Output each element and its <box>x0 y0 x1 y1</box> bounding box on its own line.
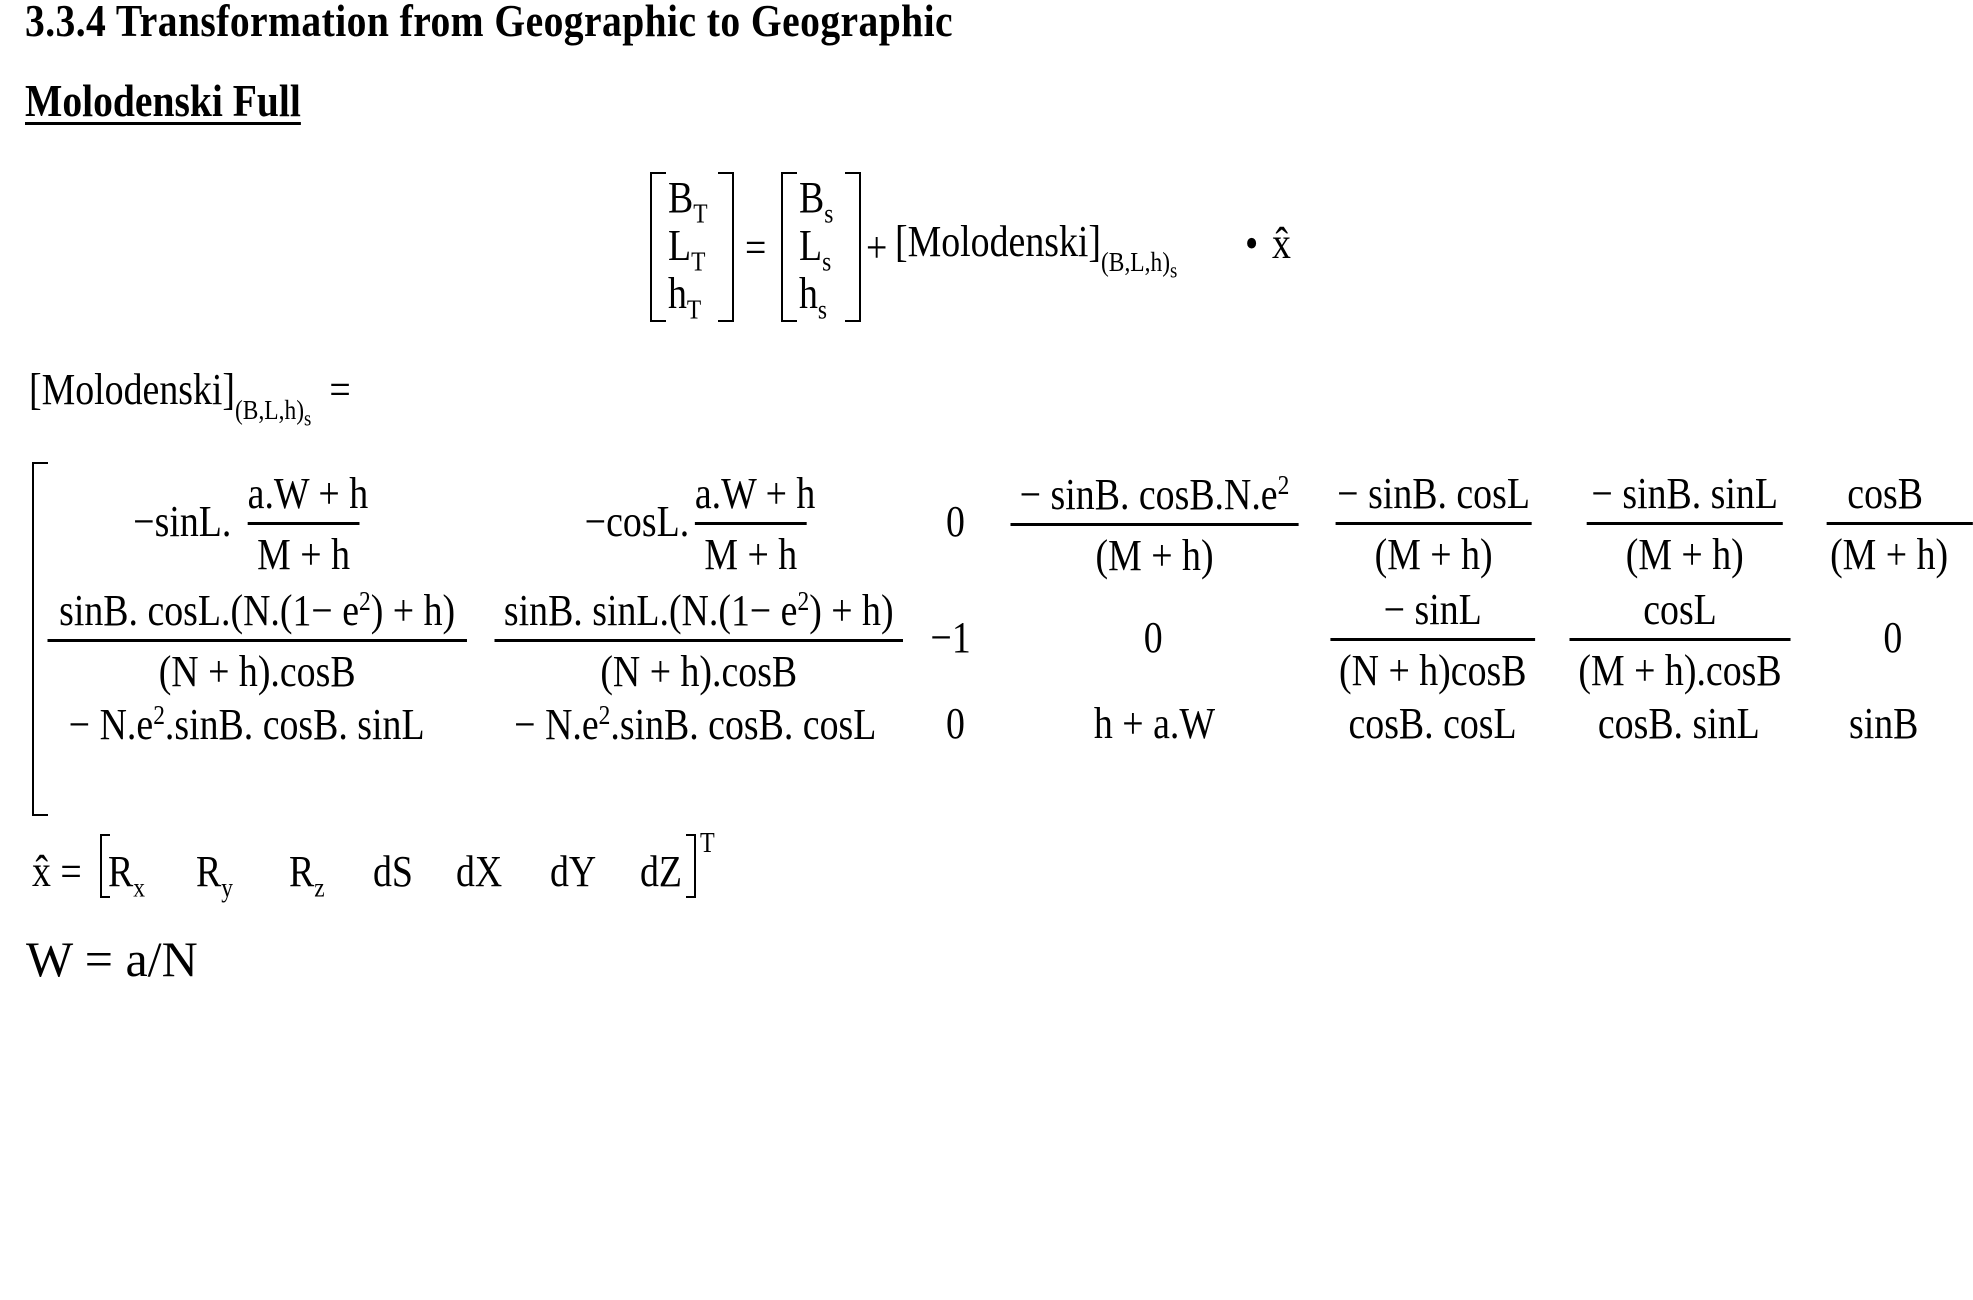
matrix-r3-c4: h + a.W <box>1093 699 1216 748</box>
matrix-r3-c2: − $N.e^2.\sin B$. cosB. cosL <box>514 700 877 749</box>
w-definition: W = a/N <box>26 931 198 987</box>
matrix-r1-c1-prefix: −sinL. <box>133 497 232 546</box>
matrix-r1-c3: 0 <box>946 497 965 546</box>
matrix-r1-c2-fraction: a.W + h M + h <box>694 469 816 579</box>
matrix-r3-c7: sinB <box>1849 699 1919 748</box>
source-vector-left-bracket <box>781 172 797 322</box>
source-vector-b: $B_s$ <box>799 173 834 229</box>
matrix-r1-c4-fraction: − sinB. $\cos B.N.e^2$ (M + h) <box>1011 472 1299 578</box>
x-hat-element: $R_x$ <box>108 847 145 903</box>
source-vector-l: $L_s$ <box>799 221 832 277</box>
molodenski-definition-lhs: $[Molodenski]_{(B,L,h)_s}$ = <box>29 365 351 431</box>
matrix-r3-c3: 0 <box>946 699 965 748</box>
matrix-r2-c5-fraction: − sinL (N + h)cosB <box>1330 588 1535 693</box>
transpose-superscript: T <box>700 828 715 859</box>
matrix-r3-c6: cosB. sinL <box>1597 699 1760 748</box>
x-hat-element: dX <box>456 847 503 896</box>
source-vector-h: $h_s$ <box>799 269 828 325</box>
matrix-r2-c4: 0 <box>1143 613 1163 662</box>
target-vector-left-bracket <box>650 172 666 322</box>
sub-heading: Molodenski Full <box>25 75 301 126</box>
matrix-r2-c6-fraction: cosL (M + h).cosB <box>1570 588 1791 693</box>
source-vector-right-bracket <box>845 172 861 322</box>
matrix-r3-c5: cosB. cosL <box>1348 699 1517 748</box>
matrix-r2-c1-fraction: sinB. $\cos L.(N.(1- e^2) + h)$ (N + h).cosB <box>47 588 467 694</box>
matrix-r1-c7-fraction: cosB (M + h) <box>1827 472 1973 577</box>
plus-sign: + <box>866 223 888 272</box>
matrix-r1-c1-fraction: a.W + h M + h <box>247 469 369 579</box>
matrix-r1-c5-fraction: − sinB. cosL (M + h) <box>1337 469 1530 579</box>
matrix-r1-c6-fraction: − sinB. sinL (M + h) <box>1587 472 1783 577</box>
matrix-r1-c2-prefix: −cosL. <box>584 497 690 546</box>
x-hat-element: $R_z$ <box>289 847 325 903</box>
x-hat-element: dZ <box>640 847 683 896</box>
equals-sign: = <box>745 223 767 272</box>
matrix-left-bracket <box>32 462 48 816</box>
molodenski-operator: $[Molodenski]_{(B,L,h)_s}$ <box>895 217 1178 283</box>
section-heading: 3.3.4 Transformation from Geographic to Geographic <box>25 0 954 46</box>
x-hat-element: dS <box>373 847 413 896</box>
matrix-r2-c3: −1 <box>930 613 971 662</box>
target-vector-l: $L_T$ <box>668 221 706 277</box>
matrix-r2-c7: 0 <box>1883 613 1903 662</box>
target-vector-h: $h_T$ <box>668 269 702 325</box>
x-hat-right-bracket <box>686 834 696 898</box>
matrix-r2-c2-fraction: sinB. $\sin L.(N.(1- e^2) + h)$ (N + h).cosB <box>495 588 904 694</box>
target-vector-b: $B_T$ <box>668 173 708 229</box>
x-hat-element: $R_y$ <box>196 847 233 903</box>
dot-operator: • <box>1245 219 1259 268</box>
matrix-r3-c1: − $N.e^2.\sin B$. cosB. sinL <box>68 700 425 749</box>
x-hat-definition-lhs: x̂ = <box>32 847 82 896</box>
x-hat-symbol: x̂ <box>1272 219 1291 268</box>
target-vector-right-bracket <box>718 172 734 322</box>
x-hat-element: dY <box>550 847 597 896</box>
